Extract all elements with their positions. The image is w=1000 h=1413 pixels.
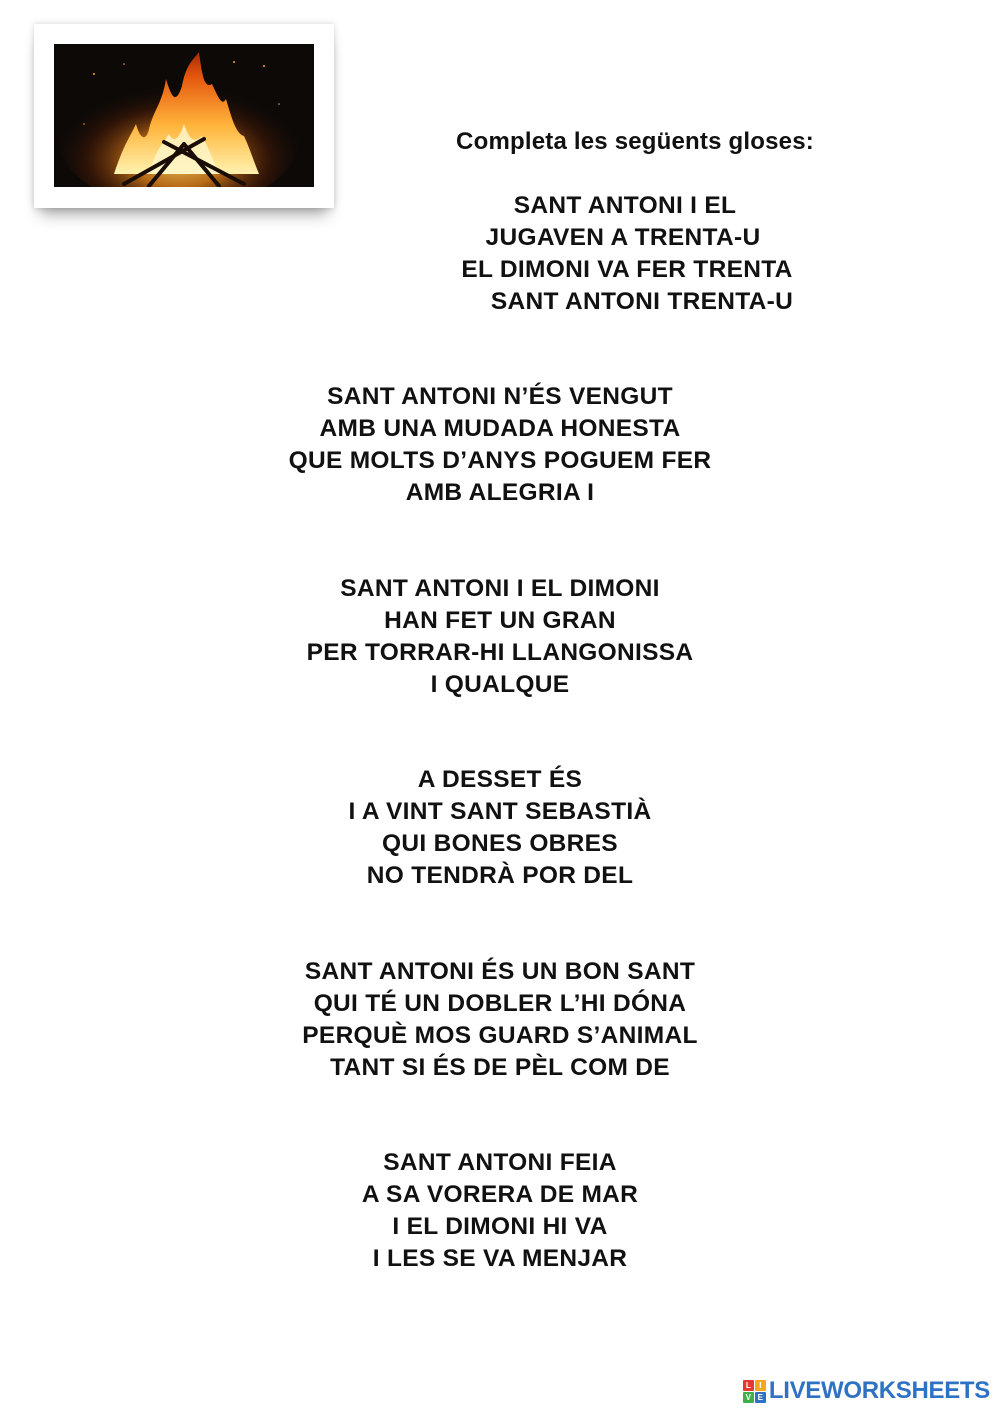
logo-mark-icon: [743, 1380, 766, 1403]
stanza-line: SANT ANTONI I EL: [513, 192, 737, 219]
stanza-line: SANT ANTONI ÉS UN BON SANT: [304, 958, 696, 985]
logo-mark-letter: I: [755, 1380, 766, 1391]
stanza-line: SANT ANTONI N’ÉS VENGUT: [327, 383, 673, 410]
stanza-line: I LES SE VA MENJAR: [372, 1245, 628, 1272]
stanza-line: AMB UNA MUDADA HONESTA: [319, 415, 681, 442]
stanza-line: A DESSET ÉS: [417, 766, 583, 793]
stanza-line: I EL DIMONI HI VA: [392, 1213, 608, 1240]
stanza-line: A SA VORERA DE MAR: [361, 1181, 639, 1208]
logo-mark-letter: E: [755, 1392, 766, 1403]
stanza-2: [250, 381, 750, 509]
stanza-4: [250, 764, 750, 892]
stanza-3: [250, 573, 750, 701]
stanza-line: SANT ANTONI TRENTA-U: [490, 288, 794, 315]
stanza-line: SANT ANTONI I EL DIMONI: [340, 575, 660, 602]
logo-mark-letter: V: [743, 1392, 754, 1403]
logo-text: LIVEWORKSHEETS: [768, 1377, 990, 1404]
stanza-line: AMB ALEGRIA I: [405, 479, 595, 506]
stanza-line: QUI BONES OBRES: [382, 830, 618, 857]
stanza-line: QUE MOLTS D’ANYS POGUEM FER: [288, 447, 712, 474]
stanza-6: [250, 1147, 750, 1275]
stanza-5: [250, 956, 750, 1084]
stanza-line: TANT SI ÉS DE PÈL COM DE: [330, 1054, 670, 1081]
photo-frame: [34, 24, 334, 208]
stanza-line: I A VINT SANT SEBASTIÀ: [348, 798, 652, 825]
stanza-line: QUI TÉ UN DOBLER L’HI DÓNA: [313, 990, 687, 1017]
logo-mark-letter: L: [743, 1380, 754, 1391]
stanza-line: NO TENDRÀ POR DEL: [366, 862, 634, 889]
stanza-line: JUGAVEN A TRENTA-U: [485, 224, 761, 251]
stanza-line: SANT ANTONI FEIA: [383, 1149, 617, 1176]
stanza-line: PERQUÈ MOS GUARD S’ANIMAL: [302, 1022, 698, 1049]
stanza-1: [430, 190, 830, 318]
instruction-heading: Completa les següents gloses:: [456, 128, 814, 155]
stanza-line: I QUALQUE: [430, 671, 570, 698]
stanza-line: EL DIMONI VA FER TRENTA: [461, 256, 793, 283]
stanza-line: HAN FET UN GRAN: [384, 607, 616, 634]
bonfire-image: [54, 44, 314, 187]
stanza-line: PER TORRAR-HI LLANGONISSA: [306, 639, 694, 666]
liveworksheets-logo[interactable]: [743, 1377, 990, 1405]
